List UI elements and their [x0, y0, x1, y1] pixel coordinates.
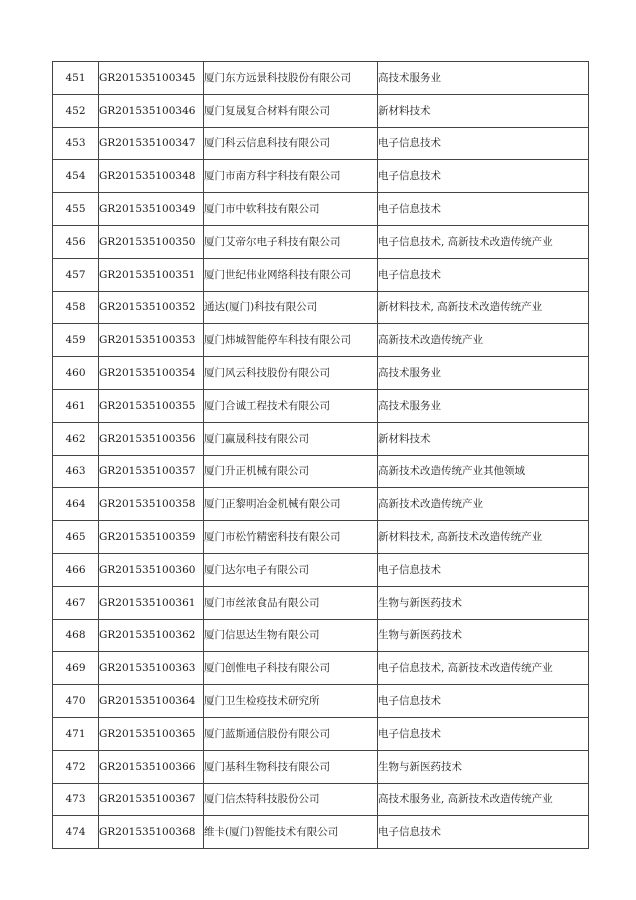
- row-number-cell: 466: [53, 553, 99, 586]
- certificate-code-cell: GR201535100362: [99, 619, 204, 652]
- company-name-cell: 厦门市松竹精密科技有限公司: [204, 521, 378, 554]
- row-number-cell: 456: [53, 225, 99, 258]
- company-name-cell: 厦门信杰特科技股份公司: [204, 783, 378, 816]
- certificate-code-cell: GR201535100346: [99, 94, 204, 127]
- technology-field-cell: 高技术服务业: [378, 357, 589, 390]
- company-name-cell: 厦门达尔电子有限公司: [204, 553, 378, 586]
- technology-field-cell: 生物与新医药技术: [378, 750, 589, 783]
- row-number-cell: 460: [53, 357, 99, 390]
- technology-field-cell: 电子信息技术: [378, 127, 589, 160]
- company-name-cell: 厦门艾帝尔电子科技有限公司: [204, 225, 378, 258]
- company-name-cell: 厦门世纪伟业网络科技有限公司: [204, 258, 378, 291]
- table-row: [53, 783, 589, 816]
- company-name-cell: 厦门复晟复合材料有限公司: [204, 94, 378, 127]
- certificate-code-cell: GR201535100351: [99, 258, 204, 291]
- table-row: [53, 324, 589, 357]
- table-row: [53, 717, 589, 750]
- row-number-cell: 455: [53, 193, 99, 226]
- table-row: [53, 488, 589, 521]
- technology-field-cell: 生物与新医药技术: [378, 586, 589, 619]
- certificate-code-cell: GR201535100357: [99, 455, 204, 488]
- certificate-code-cell: GR201535100363: [99, 652, 204, 685]
- table-row: [53, 62, 589, 95]
- company-name-cell: 通达(厦门)科技有限公司: [204, 291, 378, 324]
- certificate-code-cell: GR201535100350: [99, 225, 204, 258]
- table-row: [53, 193, 589, 226]
- company-name-cell: 厦门东方远景科技股份有限公司: [204, 62, 378, 95]
- certificate-code-cell: GR201535100349: [99, 193, 204, 226]
- technology-field-cell: 电子信息技术: [378, 717, 589, 750]
- table-row: [53, 258, 589, 291]
- table-row: [53, 750, 589, 783]
- certificate-code-cell: GR201535100360: [99, 553, 204, 586]
- row-number-cell: 463: [53, 455, 99, 488]
- technology-field-cell: 电子信息技术: [378, 816, 589, 849]
- row-number-cell: 472: [53, 750, 99, 783]
- technology-field-cell: 高新技术改造传统产业: [378, 324, 589, 357]
- table-row: [53, 685, 589, 718]
- certificate-code-cell: GR201535100359: [99, 521, 204, 554]
- technology-field-cell: 电子信息技术, 高新技术改造传统产业: [378, 652, 589, 685]
- company-name-cell: 厦门市南方科宇科技有限公司: [204, 160, 378, 193]
- company-name-cell: 厦门基科生物科技有限公司: [204, 750, 378, 783]
- certificate-code-cell: GR201535100366: [99, 750, 204, 783]
- row-number-cell: 471: [53, 717, 99, 750]
- technology-field-cell: 高新技术改造传统产业: [378, 488, 589, 521]
- row-number-cell: 457: [53, 258, 99, 291]
- certificate-code-cell: GR201535100345: [99, 62, 204, 95]
- table-row: [53, 521, 589, 554]
- technology-field-cell: 新材料技术, 高新技术改造传统产业: [378, 521, 589, 554]
- row-number-cell: 469: [53, 652, 99, 685]
- row-number-cell: 465: [53, 521, 99, 554]
- table-row: [53, 619, 589, 652]
- company-name-cell: 厦门市丝浓食品有限公司: [204, 586, 378, 619]
- company-name-cell: 厦门炜城智能停车科技有限公司: [204, 324, 378, 357]
- row-number-cell: 462: [53, 422, 99, 455]
- company-name-cell: 厦门赢晟科技有限公司: [204, 422, 378, 455]
- row-number-cell: 461: [53, 389, 99, 422]
- table-row: [53, 160, 589, 193]
- row-number-cell: 451: [53, 62, 99, 95]
- technology-field-cell: 电子信息技术: [378, 553, 589, 586]
- table-row: [53, 652, 589, 685]
- table-row: [53, 816, 589, 849]
- certificate-code-cell: GR201535100364: [99, 685, 204, 718]
- certificate-code-cell: GR201535100355: [99, 389, 204, 422]
- certificate-code-cell: GR201535100354: [99, 357, 204, 390]
- technology-field-cell: 电子信息技术: [378, 160, 589, 193]
- technology-field-cell: 高技术服务业: [378, 62, 589, 95]
- table-row: [53, 94, 589, 127]
- table-row: [53, 357, 589, 390]
- company-name-cell: 厦门卫生检疫技术研究所: [204, 685, 378, 718]
- company-name-cell: 厦门创惟电子科技有限公司: [204, 652, 378, 685]
- row-number-cell: 454: [53, 160, 99, 193]
- table-row: [53, 455, 589, 488]
- technology-field-cell: 新材料技术: [378, 422, 589, 455]
- technology-field-cell: 高新技术改造传统产业其他领域: [378, 455, 589, 488]
- table-row: [53, 422, 589, 455]
- technology-field-cell: 新材料技术, 高新技术改造传统产业: [378, 291, 589, 324]
- company-name-cell: 厦门科云信息科技有限公司: [204, 127, 378, 160]
- technology-field-cell: 高技术服务业, 高新技术改造传统产业: [378, 783, 589, 816]
- row-number-cell: 453: [53, 127, 99, 160]
- table-body: [53, 62, 589, 849]
- company-name-cell: 维卡(厦门)智能技术有限公司: [204, 816, 378, 849]
- row-number-cell: 473: [53, 783, 99, 816]
- row-number-cell: 458: [53, 291, 99, 324]
- company-name-cell: 厦门风云科技股份有限公司: [204, 357, 378, 390]
- certificate-code-cell: GR201535100353: [99, 324, 204, 357]
- row-number-cell: 468: [53, 619, 99, 652]
- certificate-code-cell: GR201535100352: [99, 291, 204, 324]
- certificate-code-cell: GR201535100367: [99, 783, 204, 816]
- row-number-cell: 467: [53, 586, 99, 619]
- row-number-cell: 470: [53, 685, 99, 718]
- row-number-cell: 474: [53, 816, 99, 849]
- technology-field-cell: 电子信息技术: [378, 258, 589, 291]
- company-name-cell: 厦门蓝斯通信股份有限公司: [204, 717, 378, 750]
- row-number-cell: 459: [53, 324, 99, 357]
- table-row: [53, 586, 589, 619]
- certificate-code-cell: GR201535100358: [99, 488, 204, 521]
- table-row: [53, 225, 589, 258]
- certificate-code-cell: GR201535100347: [99, 127, 204, 160]
- table-row: [53, 127, 589, 160]
- company-registry-table: [52, 61, 589, 849]
- certificate-code-cell: GR201535100368: [99, 816, 204, 849]
- company-name-cell: 厦门正黎明冶金机械有限公司: [204, 488, 378, 521]
- technology-field-cell: 高技术服务业: [378, 389, 589, 422]
- company-name-cell: 厦门合诚工程技术有限公司: [204, 389, 378, 422]
- company-name-cell: 厦门升正机械有限公司: [204, 455, 378, 488]
- technology-field-cell: 电子信息技术: [378, 193, 589, 226]
- row-number-cell: 464: [53, 488, 99, 521]
- certificate-code-cell: GR201535100361: [99, 586, 204, 619]
- table-row: [53, 389, 589, 422]
- certificate-code-cell: GR201535100365: [99, 717, 204, 750]
- table-row: [53, 291, 589, 324]
- technology-field-cell: 新材料技术: [378, 94, 589, 127]
- technology-field-cell: 生物与新医药技术: [378, 619, 589, 652]
- technology-field-cell: 电子信息技术, 高新技术改造传统产业: [378, 225, 589, 258]
- company-name-cell: 厦门市中软科技有限公司: [204, 193, 378, 226]
- row-number-cell: 452: [53, 94, 99, 127]
- certificate-code-cell: GR201535100356: [99, 422, 204, 455]
- certificate-code-cell: GR201535100348: [99, 160, 204, 193]
- company-name-cell: 厦门信思达生物有限公司: [204, 619, 378, 652]
- table-row: [53, 553, 589, 586]
- technology-field-cell: 电子信息技术: [378, 685, 589, 718]
